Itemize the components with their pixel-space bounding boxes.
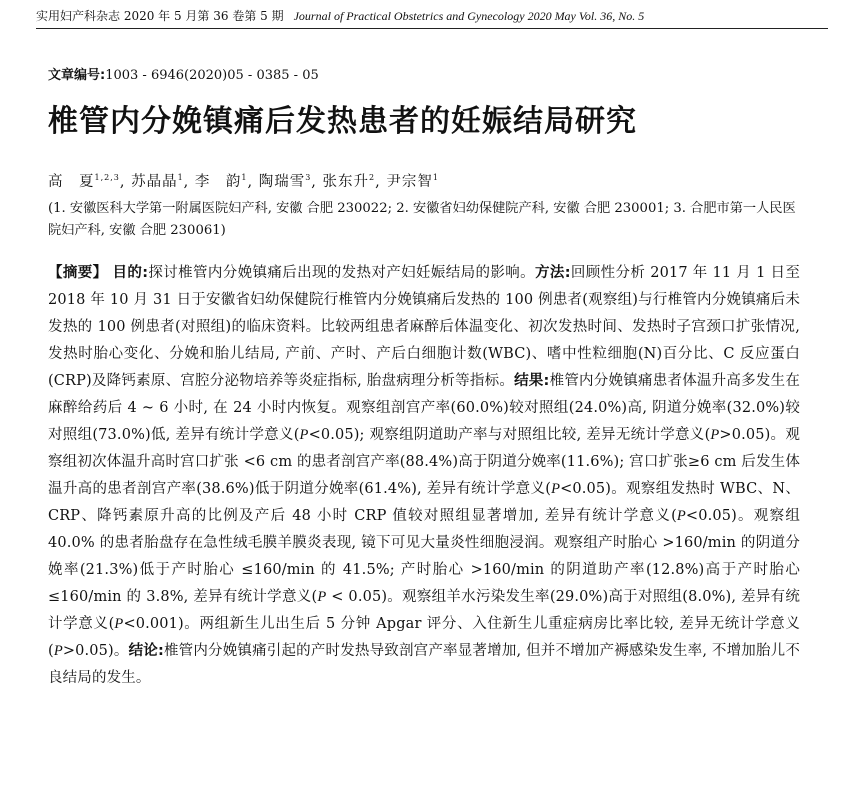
p-value-symbol: P — [710, 427, 720, 443]
author-name: 尹宗智 — [386, 174, 433, 190]
results-segment: <0.05); 观察组阴道助产率与对照组比较, 差异无统计学意义( — [308, 427, 711, 443]
author-affiliation-mark: 1 — [241, 173, 248, 183]
conclusion-text: 椎管内分娩镇痛引起的产时发热导致剖宫产率显著增加, 但并不增加产褥感染发生率, 不增加胎儿不良结局的发生。 — [48, 643, 801, 686]
results-segment: < 0.05)。观察组羊水污染发生率(29.0%)高于对照组(8.0%), 差异有统计学意义( — [48, 589, 800, 632]
abstract — [48, 260, 800, 692]
article-number-label: 文章编号: — [48, 68, 106, 83]
journal-name-cn: 实用妇产科杂志 2020 年 5 月第 36 卷第 5 期 — [36, 9, 284, 23]
p-value-symbol: P — [114, 616, 124, 632]
results-label: 结果: — [514, 373, 550, 389]
author-affiliations: (1. 安徽医科大学第一附属医院妇产科, 安徽 合肥 230022; 2. 安徽省妇幼保健院产科, 安徽 合肥 230001; 3. 合肥市第一人民医院妇产科, 安徽 合肥 230061) — [48, 201, 796, 238]
author-name: 苏晶晶 — [131, 174, 178, 190]
objective-text: 探讨椎管内分娩镇痛后出现的发热对产妇妊娠结局的影响。 — [148, 265, 535, 281]
results-segment: >0.05)。 — [62, 643, 129, 659]
p-value-symbol: P — [53, 643, 63, 659]
author-affiliation-mark: 1 — [432, 173, 439, 183]
conclusion-label: 结论: — [128, 643, 164, 659]
article-number-value: 1003 - 6946(2020)05 - 0385 - 05 — [105, 68, 319, 83]
results-segment: >0.05)。观察组初次体温升高时宫口扩张 <6 cm 的患者剖宫产率(88.4%)高于阴道分娩率(11.6%); 宫口扩张≥6 cm 后发生体温升高的患者剖宫产率(38.6%)低于阴道分娩率(61.4%), 差异有统计学意义( — [48, 427, 800, 497]
results-segment: <0.05)。观察组 40.0% 的患者胎盘存在急性绒毛膜羊膜炎表现, 镜下可见大量炎性细胞浸润。观察组产时胎心 >160/min 的阴道分娩率(21.3%)低于产时胎心 ≤160/min 的 41.5%; 产时胎心 >160/min 的阴道助产率(12.8%)高于产时胎心 ≤160/min 的 3.8%, 差异有统计学意义( — [48, 508, 800, 605]
results-segment: <0.001)。两组新生儿出生后 5 分钟 Apgar 评分、入住新生儿重症病房比率比较, 差异无统计学意义( — [48, 616, 800, 659]
methods-text: 回顾性分析 2017 年 11 月 1 日至 2018 年 10 月 31 日于安徽省妇幼保健院行椎管内分娩镇痛后发热的 100 例患者(观察组)与行椎管内分娩镇痛后未发热的 100 例患者(对照组)的临床资料。比较两组患者麻醉后体温变化、初次发热时间、发热时子宫颈口扩张情况, 发热时胎心变化、分娩和胎儿结局, 产前、产时、产后白细胞计数(WBC)、嗜中性粒细胞(N)百分比、C 反应蛋白(CRP)及降钙素原、宫腔分泌物培养等炎症指标, 胎盘病理分析等指标。 — [48, 265, 800, 389]
p-value-symbol: P — [317, 589, 327, 605]
results-text — [48, 373, 800, 659]
author-list: 高 夏$^{1,2,3}$, 苏晶晶$^1$, 李 韵$^1$, 陶瑞雪$^3$, 张东升$^2$, 尹宗智$^1$ — [48, 173, 439, 190]
author-name: 高 夏 — [48, 174, 95, 190]
results-segment: 椎管内分娩镇痛患者体温升高多发生在麻醉给药后 4 ~ 6 小时, 在 24 小时内恢复。观察组剖宫产率(60.0%)较对照组(24.0%)高, 阴道分娩率(32.0%)较对照组(73.0%)低, 差异有统计学意义( — [48, 373, 800, 443]
methods-label: 方法: — [534, 265, 571, 281]
author-affiliation-mark: 2 — [369, 173, 376, 183]
journal-name-en: Journal of Practical Obstetrics and Gynecology 2020 May Vol. 36, No. 5 — [293, 9, 645, 23]
author-affiliation-mark: 1,2,3 — [94, 173, 120, 183]
author-name: 李 韵 — [194, 174, 242, 190]
p-value-symbol: P — [551, 481, 561, 497]
results-segment: <0.05)。观察组发热时 WBC、N、CRP、降钙素原升高的比例及产后 48 小时 CRP 值较对照组显著增加, 差异有统计学意义( — [48, 481, 800, 524]
author-name: 张东升 — [322, 174, 370, 190]
author-name: 陶瑞雪 — [258, 174, 306, 190]
abstract-label: 【摘要】 — [48, 265, 108, 281]
running-header — [36, 6, 828, 29]
objective-label: 目的: — [112, 265, 149, 281]
p-value-symbol: P — [676, 508, 686, 524]
author-affiliation-mark: 1 — [177, 173, 184, 183]
article-number — [48, 64, 319, 83]
p-value-symbol: P — [299, 427, 309, 443]
article-title: 椎管内分娩镇痛后发热患者的妊娠结局研究 — [48, 104, 637, 139]
author-affiliation-mark: 3 — [305, 173, 312, 183]
